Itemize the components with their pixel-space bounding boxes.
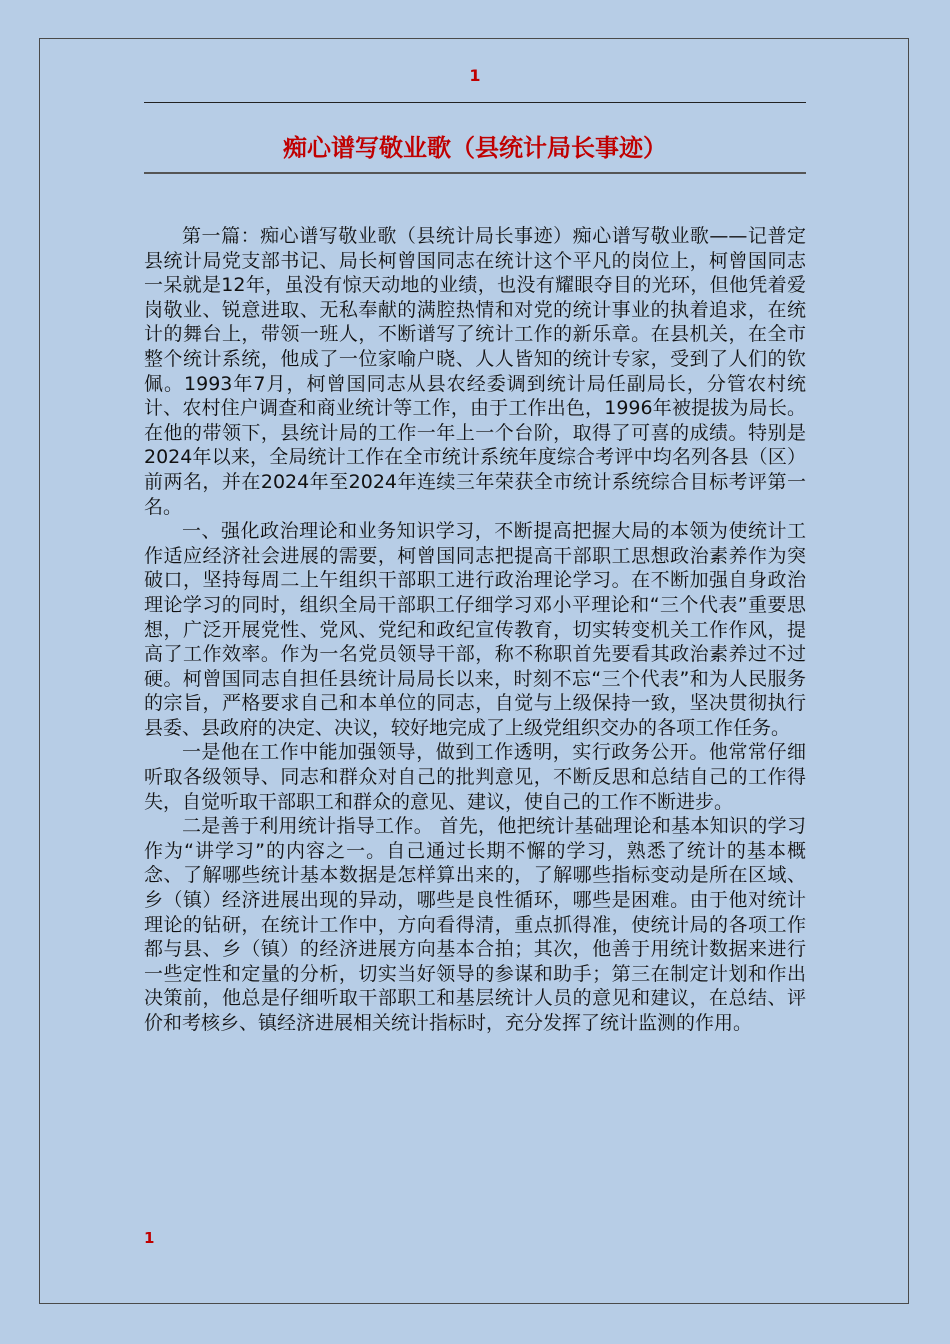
title-divider bbox=[144, 172, 806, 174]
header-divider bbox=[144, 102, 806, 103]
document-title: 痴心谱写敬业歌（县统计局长事迹） bbox=[283, 134, 667, 162]
paragraph-section-one: 一、强化政治理论和业务知识学习，不断提高把握大局的本领为使统计工作适应经济社会进展的需要，柯曾国同志把提高干部职工思想政治素养作为突破口，坚持每周二上午组织干部职工进行政治理论学习。在不断加强自身政治理论学习的同时，组织全局干部职工仔细学习邓小平理论和“三个代表”重要思想，广泛开展党性、党风、党纪和政纪宣传教育，切实转变机关工作作风，提高了工作效率。作为一名党员领导干部，称不称职首先要看其政治素养过不过硬。柯曾国同志自担任县统计局局长以来，时刻不忘“三个代表”和为人民服务的宗旨，严格要求自己和本单位的同志，自觉与上级保持一致，坚决贯彻执行县委、县政府的决定、决议，较好地完成了上级党组织交办的各项工作任务。 bbox=[144, 520, 806, 739]
paragraph-point-one: 一是他在工作中能加强领导，做到工作透明，实行政务公开。他常常仔细听取各级领导、同志和群众对自己的批判意见，不断反思和总结自己的工作得失，自觉听取干部职工和群众的意见、建议，使自己的工作不断进步。 bbox=[144, 741, 806, 813]
paragraph-intro: 第一篇：痴心谱写敬业歌（县统计局长事迹）痴心谱写敬业歌——记普定县统计局党支部书记、局长柯曾国同志在统计这个平凡的岗位上，柯曾国同志一呆就是12年，虽没有惊天动地的业绩，也没有耀眼夺目的光环，但他凭着爱岗敬业、锐意进取、无私奉献的满腔热情和对党的统计事业的执着追求，在统计的舞台上，带领一班人，不断谱写了统计工作的新乐章。在县机关，在全市整个统计系统，他成了一位家喻户晓、人人皆知的统计专家，受到了人们的钦佩。1993年7月，柯曾国同志从县农经委调到统计局任副局长，分管农村统计、农村住户调查和商业统计等工作，由于工作出色，1996年被提拔为局长。在他的带领下，县统计局的工作一年上一个台阶，取得了可喜的成绩。特别是2024年以来，全局统计工作在全市统计系统年度综合考评中均名列各县（区）前两名，并在2024年至2024年连续三年荣获全市统计系统综合目标考评第一名。 bbox=[144, 225, 806, 518]
header-page-number: 1 bbox=[469, 66, 481, 85]
paragraph-point-two: 二是善于利用统计指导工作。 首先，他把统计基础理论和基本知识的学习作为“讲学习”的内容之一。自己通过长期不懈的学习，熟悉了统计的基本概念、了解哪些统计基本数据是怎样算出来的，了解哪些指标变动是所在区域、乡（镇）经济进展出现的异动，哪些是良性循环，哪些是困难。由于他对统计理论的钻研，在统计工作中，方向看得清，重点抓得准，使统计局的各项工作都与县、乡（镇）的经济进展方向基本合拍；其次，他善于用统计数据来进行一些定性和定量的分析，切实当好领导的参谋和助手；第三在制定计划和作出决策前，他总是仔细听取干部职工和基层统计人员的意见和建议，在总结、评价和考核乡、镇经济进展相关统计指标时，充分发挥了统计监测的作用。 bbox=[144, 815, 806, 1034]
document-body bbox=[144, 224, 806, 1036]
footer-page-number: 1 bbox=[144, 1229, 155, 1247]
